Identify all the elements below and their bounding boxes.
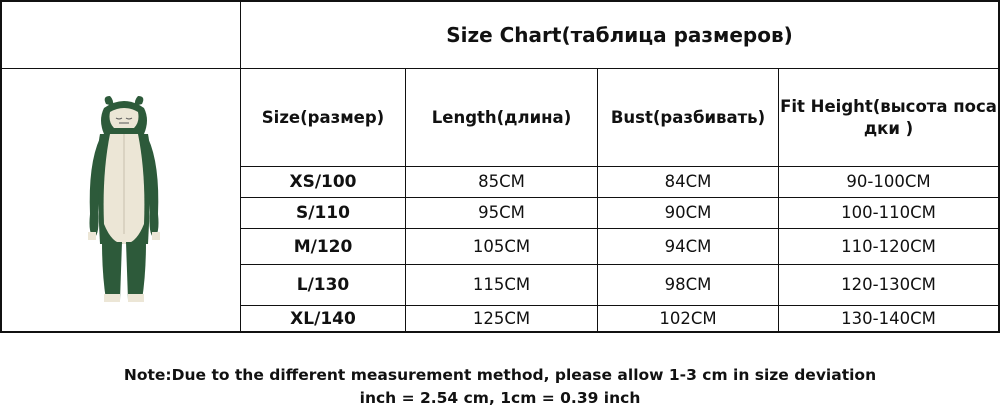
bust-cell: 98CM xyxy=(664,275,712,294)
header-fit-height xyxy=(779,69,998,166)
size-cell: L/130 xyxy=(296,275,350,295)
size-cell: XS/100 xyxy=(289,172,357,192)
unit-conversion-note: inch = 2.54 cm, 1cm = 0.39 inch xyxy=(359,389,641,407)
bust-cell: 84CM xyxy=(664,172,712,191)
header-bust: Bust(разбивать) xyxy=(610,107,766,127)
length-cell: 95CM xyxy=(478,203,525,222)
header-length: Length(длина) xyxy=(431,107,572,127)
fit-height-cell: 120-130CM xyxy=(841,275,936,294)
onesie-product-image xyxy=(86,94,162,304)
onesie-body xyxy=(88,96,160,302)
fit-height-cell: 90-100CM xyxy=(846,172,931,191)
size-cell: S/110 xyxy=(296,203,350,223)
length-cell: 115CM xyxy=(472,275,531,294)
measurement-note: Note:Due to the different measurement method, please allow 1-3 cm in size deviation xyxy=(123,366,877,384)
fit-height-cell: 100-110CM xyxy=(841,203,936,222)
fit-height-cell: 110-120CM xyxy=(841,236,936,256)
table-border-left xyxy=(0,0,2,333)
length-cell: 125CM xyxy=(472,308,531,328)
bust-cell: 90CM xyxy=(664,203,712,222)
size-cell: M/120 xyxy=(293,236,353,257)
bust-cell: 94CM xyxy=(664,236,712,256)
header-fit-height-line1: Fit Height(высота поса xyxy=(780,96,997,116)
table-border-bottom xyxy=(0,331,1000,333)
header-fit-height-line2: дки ) xyxy=(863,118,914,138)
fit-height-cell: 130-140CM xyxy=(841,308,936,328)
size-cell: XL/140 xyxy=(290,308,356,329)
chart-title: Size Chart(таблица размеров) xyxy=(446,23,793,47)
length-cell: 105CM xyxy=(472,236,531,256)
length-cell: 85CM xyxy=(478,172,525,191)
bust-cell: 102CM xyxy=(659,308,717,328)
header-size: Size(размер) xyxy=(261,107,385,127)
